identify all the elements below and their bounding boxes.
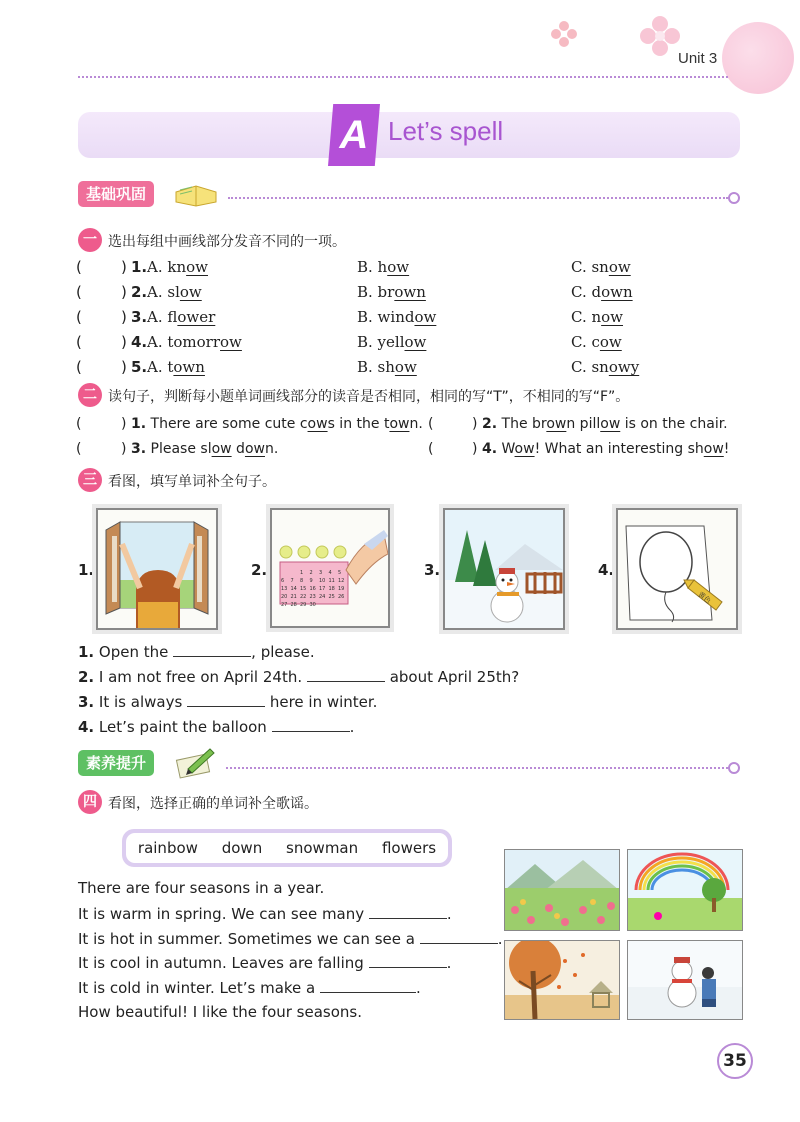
sentence: 3. Please slow down.	[131, 441, 279, 457]
picture-number: 1.	[78, 561, 95, 579]
answer-bracket-open[interactable]: (	[76, 333, 82, 351]
fill-sentence: 4. Let’s paint the balloon .	[78, 718, 355, 736]
spring-picture	[504, 849, 620, 931]
item-number: 1.	[131, 258, 148, 276]
question-number: 一	[78, 228, 102, 252]
answer-blank[interactable]	[320, 978, 416, 993]
section-divider-end	[728, 762, 740, 774]
calendar-day: 3	[319, 570, 323, 576]
calendar-day: 11	[328, 578, 335, 584]
answer-blank[interactable]	[272, 717, 350, 732]
calendar-day: 28	[290, 602, 297, 608]
answer-bracket-close: )	[472, 441, 478, 457]
autumn-picture	[504, 940, 620, 1020]
calendar-day: 24	[319, 594, 326, 600]
rhyme-line: It is warm in spring. We can see many .	[78, 905, 452, 923]
answer-bracket-close: )	[121, 308, 127, 326]
answer-bracket-open[interactable]: (	[76, 441, 82, 457]
answer-bracket-open[interactable]: (	[76, 258, 82, 276]
answer-bracket-close: )	[121, 333, 127, 351]
option-a: A. tomorrow	[147, 333, 242, 351]
answer-blank[interactable]	[420, 929, 498, 944]
section-tag-basic: 基础巩固	[78, 181, 154, 207]
answer-bracket-open[interactable]: (	[428, 416, 434, 432]
item-number: 5.	[131, 358, 148, 376]
answer-bracket-close: )	[121, 283, 127, 301]
pencil-paper-icon	[174, 745, 216, 779]
calendar-day: 19	[338, 586, 345, 592]
list-item	[76, 441, 736, 466]
calendar-day: 13	[281, 586, 288, 592]
answer-blank[interactable]	[307, 667, 385, 682]
calendar-day: 20	[281, 594, 288, 600]
item-number: 3.	[131, 308, 148, 326]
word-option: rainbow	[137, 839, 198, 857]
section-divider-end	[728, 192, 740, 204]
calendar-day: 5	[338, 570, 342, 576]
answer-blank[interactable]	[369, 904, 447, 919]
answer-bracket-close: )	[121, 258, 127, 276]
option-b: B. show	[357, 358, 417, 376]
answer-bracket-close: )	[121, 441, 127, 457]
word-option: flowers	[381, 839, 437, 857]
calendar-day: 2	[309, 570, 313, 576]
calendar-day: 15	[300, 586, 307, 592]
answer-bracket-open[interactable]: (	[76, 358, 82, 376]
answer-bracket-open[interactable]: (	[76, 283, 82, 301]
question-instruction: 选出每组中画线部分发音不同的一项。	[108, 234, 346, 250]
fill-sentence: 1. Open the , please.	[78, 643, 315, 661]
calendar-day: 26	[338, 594, 345, 600]
calendar-picture	[270, 508, 390, 628]
answer-bracket-close: )	[121, 358, 127, 376]
header-divider	[78, 76, 728, 78]
answer-bracket-open[interactable]: (	[428, 441, 434, 457]
item-number: 2.	[131, 283, 148, 301]
option-c: C. snowy	[571, 358, 640, 376]
option-b: B. brown	[357, 283, 426, 301]
decorative-blob	[722, 22, 794, 94]
calendar-day: 8	[300, 578, 304, 584]
calendar-day: 16	[309, 586, 316, 592]
option-c: C. down	[571, 283, 633, 301]
rhyme-line: There are four seasons in a year.	[78, 879, 325, 897]
answer-bracket-open[interactable]: (	[76, 416, 82, 432]
option-a: A. flower	[147, 308, 216, 326]
section-tag-advanced: 素养提升	[78, 750, 154, 776]
option-c: C. snow	[571, 258, 631, 276]
calendar-day: 22	[300, 594, 307, 600]
picture-number: 2.	[251, 561, 268, 579]
flower-decoration-icon	[548, 18, 580, 50]
calendar-day: 17	[319, 586, 326, 592]
option-a: A. slow	[147, 283, 202, 301]
option-b: B. how	[357, 258, 410, 276]
calendar-day: 18	[328, 586, 335, 592]
answer-bracket-open[interactable]: (	[76, 308, 82, 326]
rhyme-line: It is hot in summer. Sometimes we can see a .	[78, 930, 503, 948]
rhyme-line: It is cool in autumn. Leaves are falling .	[78, 954, 452, 972]
calendar-day: 23	[309, 594, 316, 600]
calendar-day: 9	[309, 578, 313, 584]
page-title: Let’s spell	[388, 116, 504, 146]
option-a: A. town	[147, 358, 205, 376]
sentence: 1. There are some cute cows in the town.	[131, 416, 423, 432]
calendar-day: 10	[319, 578, 326, 584]
calendar-day: 30	[309, 602, 316, 608]
sentence: 2. The brown pillow is on the chair.	[482, 416, 728, 432]
picture-number: 4.	[598, 561, 615, 579]
answer-blank[interactable]	[369, 953, 447, 968]
calendar-day: 27	[281, 602, 288, 608]
word-bank	[122, 829, 452, 867]
answer-blank[interactable]	[173, 642, 251, 657]
calendar-day: 14	[290, 586, 297, 592]
answer-bracket-close: )	[121, 416, 127, 432]
balloon-picture	[616, 508, 738, 630]
summer-picture	[627, 849, 743, 931]
banner-letter: A	[339, 113, 369, 157]
option-b: B. yellow	[357, 333, 427, 351]
option-a: A. know	[147, 258, 208, 276]
winter-picture	[627, 940, 743, 1020]
section-divider	[228, 197, 728, 199]
answer-blank[interactable]	[187, 692, 265, 707]
calendar-day: 29	[300, 602, 307, 608]
window-picture	[96, 508, 218, 630]
option-c: C. now	[571, 308, 624, 326]
sentence: 4. Wow! What an interesting show!	[482, 441, 730, 457]
crayon-label: 黄色	[696, 590, 713, 606]
question-instruction: 看图，选择正确的单词补全歌谣。	[108, 796, 318, 812]
item-number: 4.	[131, 333, 148, 351]
option-b: B. window	[357, 308, 437, 326]
calendar-day: 6	[281, 578, 285, 584]
calendar-day: 1	[300, 570, 304, 576]
calendar-day: 21	[290, 594, 297, 600]
word-option: down	[221, 839, 263, 857]
rhyme-line: It is cold in winter. Let’s make a .	[78, 979, 421, 997]
unit-label: Unit 3	[678, 50, 718, 67]
calendar-day: 4	[328, 570, 332, 576]
answer-bracket-close: )	[472, 416, 478, 432]
word-option: snowman	[286, 839, 359, 857]
calendar-day: 7	[290, 578, 294, 584]
word-bank-inner	[126, 833, 448, 863]
question-instruction: 看图，填写单词补全句子。	[108, 474, 276, 490]
fill-sentence: 2. I am not free on April 24th. about April 25th?	[78, 668, 520, 686]
snow-picture	[443, 508, 565, 630]
question-number: 二	[78, 383, 102, 407]
option-c: C. cow	[571, 333, 622, 351]
section-divider	[226, 767, 728, 769]
question-number: 四	[78, 790, 102, 814]
list-item	[76, 416, 736, 441]
book-icon	[172, 180, 220, 208]
calendar-day: 25	[328, 594, 335, 600]
rhyme-line: How beautiful! I like the four seasons.	[78, 1003, 363, 1021]
page-number: 35	[717, 1043, 753, 1079]
picture-number: 3.	[424, 561, 441, 579]
question-number: 三	[78, 468, 102, 492]
calendar-day: 12	[338, 578, 345, 584]
fill-sentence: 3. It is always here in winter.	[78, 693, 378, 711]
question-instruction: 读句子，判断每小题单词画线部分的读音是否相同，相同的写“T”，不相同的写“F”。	[108, 389, 630, 405]
